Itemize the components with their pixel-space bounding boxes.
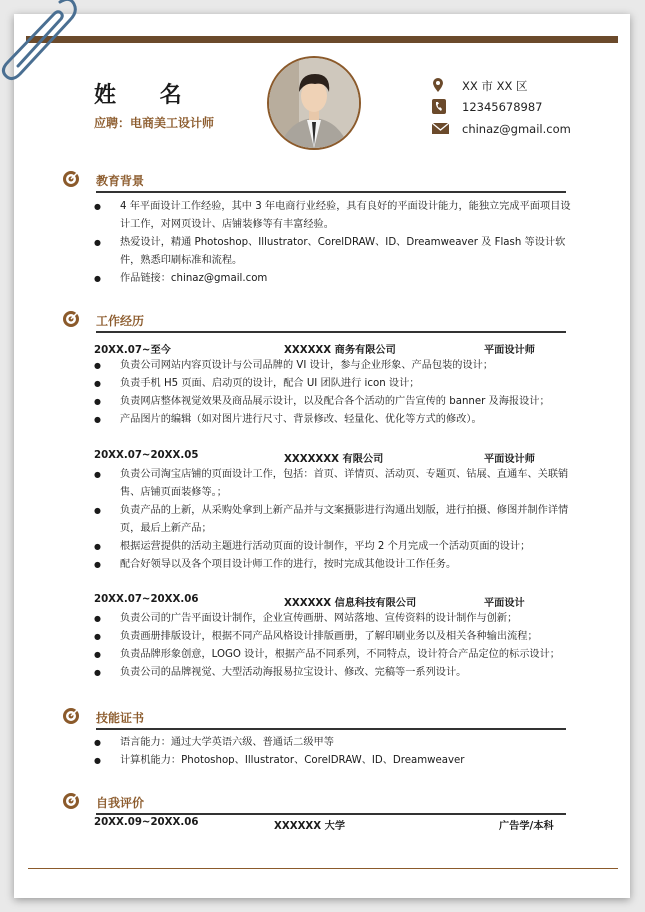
section-title: 工作经历 xyxy=(96,314,145,328)
list-item: ● 负责网店整体视觉效果及商品展示设计，以及配合各个活动的广告宣传的 banner 及海报设计； xyxy=(94,393,572,411)
job-company: XXXXXX 商务有限公司 xyxy=(284,345,396,356)
list-item: ● 负责公司的品牌视觉、大型活动海报易拉宝设计、修改、完稿等一系列设计。 xyxy=(94,664,572,682)
bottom-divider xyxy=(28,868,618,869)
job-role: 平面设计师 xyxy=(484,454,535,465)
job-header xyxy=(94,450,554,464)
list-item: ● 负责公司淘宝店铺的页面设计工作，包括：首页、详情页、活动页、专题页、钻展、直通车、关联销售、店铺页面装修等。； xyxy=(94,466,572,502)
location-text: XX 市 XX 区 xyxy=(462,79,528,93)
mail-icon xyxy=(432,121,450,137)
list-item: ● 负责手机 H5 页面、启动页的设计，配合 UI 团队进行 icon 设计； xyxy=(94,375,572,393)
list-item: ● 产品图片的编辑（如对图片进行尺寸、背景修改、轻量化、优化等方式的修改）。 xyxy=(94,411,572,429)
target-icon xyxy=(62,170,80,188)
email-text: chinaz@gmail.com xyxy=(462,122,571,136)
list-item: ● 语言能力：通过大学英语六级、普通话二级甲等 xyxy=(94,734,572,752)
edu-school: XXXXXX 大学 xyxy=(274,821,346,832)
list-item: ● 根据运营提供的活动主题进行活动页面的设计制作，平均 2 个月完成一个活动页面的设计； xyxy=(94,538,572,556)
list-item: ● 计算机能力：Photoshop、Illustrator、CorelDRAW、ID、Dreamweaver xyxy=(94,752,572,770)
job-role: 平面设计师 xyxy=(484,345,535,356)
list-item: ● 负责产品的上新，从采购处拿到上新产品并与文案摄影进行沟通出划版，进行拍摄、修图并制作详情页，最后上新产品； xyxy=(94,502,572,538)
job-duties xyxy=(94,357,572,429)
section-title: 技能证书 xyxy=(96,711,145,725)
resume-page xyxy=(14,14,630,898)
education-list xyxy=(94,198,572,288)
job-company: XXXXXX 信息科技有限公司 xyxy=(284,598,417,609)
location-pin-icon xyxy=(432,77,450,93)
target-icon xyxy=(62,792,80,810)
section-title: 自我评价 xyxy=(96,796,145,810)
list-item: ● 负责品牌形象创意，LOGO 设计，根据产品不同系列，不同特点，设计符合产品定位的标示设计； xyxy=(94,646,572,664)
edu-date: 20XX.09~20XX.06 xyxy=(94,817,199,828)
job-duties xyxy=(94,466,572,574)
job-date: 20XX.07~20XX.06 xyxy=(94,594,199,605)
job-date: 20XX.07~至今 xyxy=(94,345,171,356)
list-item: ● 负责画册排版设计，根据不同产品风格设计排版画册，了解印刷业务以及相关各种输出流程； xyxy=(94,628,572,646)
job-header xyxy=(94,594,554,608)
profile-photo xyxy=(267,56,361,150)
list-item: ● 热爱设计，精通 Photoshop、Illustrator、CorelDRAW、ID、Dreamweaver 及 Flash 等设计软件，熟悉印刷标准和流程。 xyxy=(94,234,572,270)
applied-position: 应聘：电商美工设计师 xyxy=(94,116,215,130)
section-divider xyxy=(96,728,566,730)
target-icon xyxy=(62,707,80,725)
section-divider xyxy=(96,191,566,193)
job-company: XXXXXXX 有限公司 xyxy=(284,454,384,465)
paperclip-icon xyxy=(0,0,78,88)
list-item: ● 4 年平面设计工作经验，其中 3 年电商行业经验，具有良好的平面设计能力，能独立完成平面项目设计工作，对网页设计、店铺装修等有丰富经验。 xyxy=(94,198,572,234)
section-title: 教育背景 xyxy=(96,174,145,188)
list-item: ● 负责公司网站内容页设计与公司品牌的 VI 设计，参与企业形象、产品包装的设计； xyxy=(94,357,572,375)
target-icon xyxy=(62,310,80,328)
edu-degree: 广告学/本科 xyxy=(499,821,554,832)
job-duties xyxy=(94,610,572,682)
top-accent-bar xyxy=(26,36,618,43)
skills-list xyxy=(94,734,572,770)
list-item: ● 负责公司的广告平面设计制作，企业宣传画册、网站落地、宣传资料的设计制作与创新； xyxy=(94,610,572,628)
phone-icon xyxy=(432,99,450,115)
section-divider xyxy=(96,813,566,815)
education-row xyxy=(94,817,554,831)
candidate-name: 姓 名 xyxy=(94,83,200,108)
phone-text: 12345678987 xyxy=(462,100,543,114)
job-header xyxy=(94,341,554,355)
job-date: 20XX.07~20XX.05 xyxy=(94,450,199,461)
list-item: ● 配合好领导以及各个项目设计师工作的进行，按时完成其他设计工作任务。 xyxy=(94,556,572,574)
section-divider xyxy=(96,331,566,333)
list-item: ● 作品链接：chinaz@gmail.com xyxy=(94,270,572,288)
job-role: 平面设计 xyxy=(484,598,525,609)
